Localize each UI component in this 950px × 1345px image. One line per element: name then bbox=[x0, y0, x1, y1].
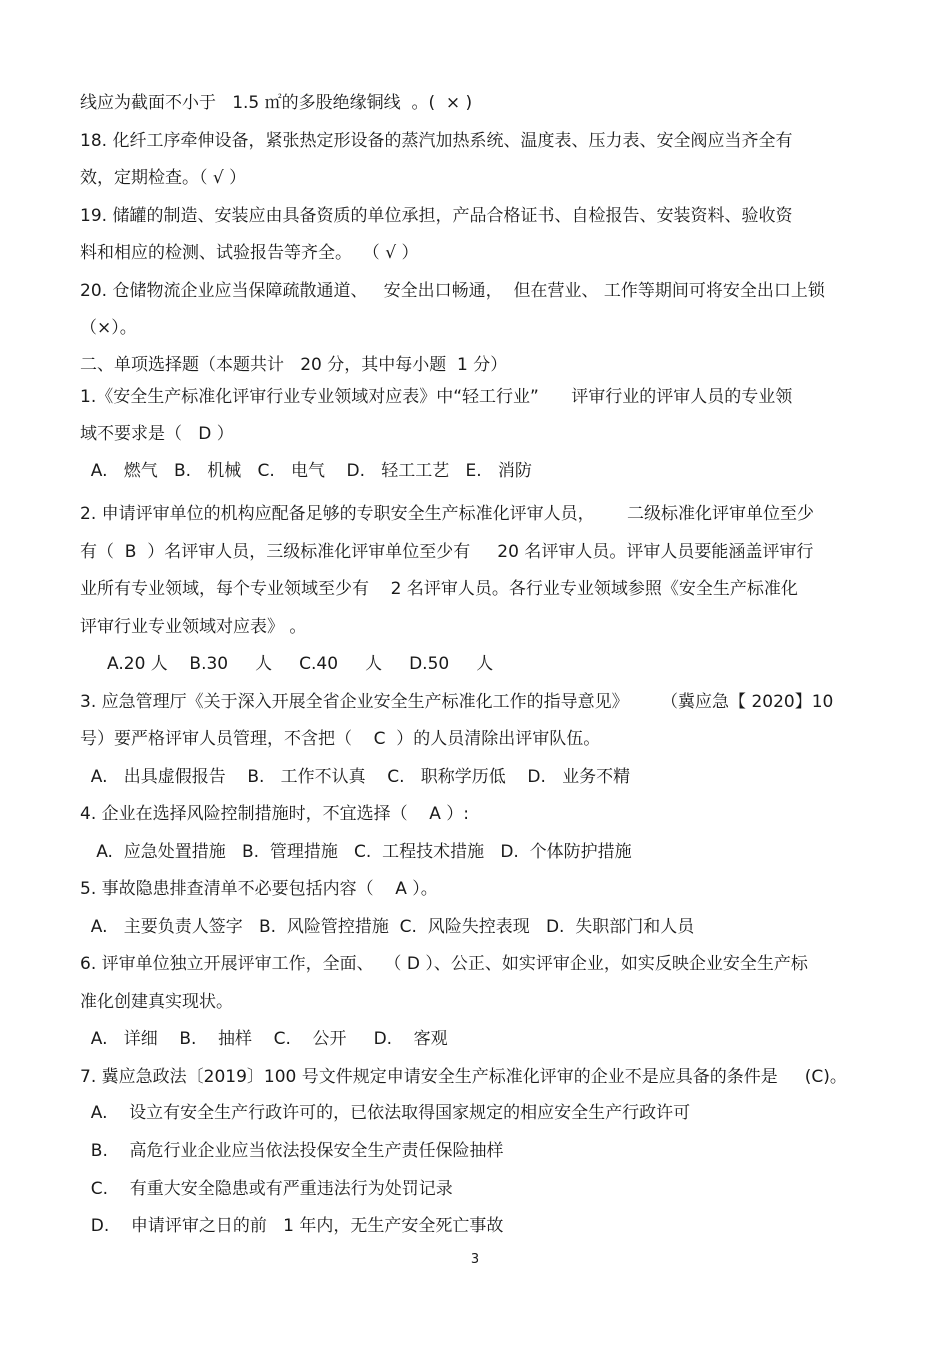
text-line: 19. 储罐的制造、安装应由具备资质的单位承担，产品合格证书、自检报告、安装资料、验收资 bbox=[80, 206, 793, 226]
options-line: B. 高危行业企业应当依法投保安全生产责任保险抽样 bbox=[80, 1141, 504, 1161]
options-line: A. 应急处置措施 B. 管理措施 C. 工程技术措施 D. 个体防护措施 bbox=[80, 842, 632, 862]
text-line: （×）。 bbox=[80, 318, 137, 338]
text-line: 4. 企业在选择风险控制措施时，不宜选择（ A ）: bbox=[80, 804, 469, 824]
options-line: D. 申请评审之日的前 1 年内，无生产安全死亡事故 bbox=[80, 1216, 504, 1236]
page-number: 3 bbox=[470, 1252, 480, 1267]
text-line: 域不要求是（ D ） bbox=[80, 424, 234, 444]
text-line: 业所有专业领域，每个专业领域至少有 2 名评审人员。各行业专业领域参照《安全生产标准化 bbox=[80, 579, 798, 599]
text-line: 有（ B ）名评审人员，三级标准化评审单位至少有 20 名评审人员。评审人员要能涵盖评审行 bbox=[80, 542, 814, 562]
text-line: 效，定期检查。（ √ ） bbox=[80, 168, 247, 188]
options-line: A. 详细 B. 抽样 C. 公开 D. 客观 bbox=[80, 1029, 448, 1049]
text-line: 7. 冀应急政法〔2019〕100 号文件规定申请安全生产标准化评审的企业不是应具备的条件是 (C)。 bbox=[80, 1067, 847, 1087]
options-line: A. 出具虚假报告 B. 工作不认真 C. 职称学历低 D. 业务不精 bbox=[80, 767, 631, 787]
text-line: 2. 申请评审单位的机构应配备足够的专职安全生产标准化评审人员， 二级标准化评审单位至少 bbox=[80, 504, 815, 524]
text-line: 5. 事故隐患排查清单不必要包括内容（ A ）。 bbox=[80, 879, 438, 899]
text-line: 准化创建真实现状。 bbox=[80, 992, 233, 1012]
text-line: 号）要严格评审人员管理，不含把（ C ）的人员清除出评审队伍。 bbox=[80, 729, 601, 749]
text-line: 料和相应的检测、试验报告等齐全。 （ √ ） bbox=[80, 243, 419, 263]
section-heading: 二、单项选择题（本题共计 20 分，其中每小题 1 分） bbox=[80, 355, 508, 375]
text-line: 20. 仓储物流企业应当保障疏散通道、 安全出口畅通， 但在营业、 工作等期间可将安全出口上锁 bbox=[80, 281, 825, 301]
text-line: 评审行业专业领域对应表》 。 bbox=[80, 617, 307, 637]
options-line: A. 燃气 B. 机械 C. 电气 D. 轻工工艺 E. 消防 bbox=[80, 461, 532, 481]
text-line: 3. 应急管理厅《关于深入开展全省企业安全生产标准化工作的指导意见》 （冀应急【 2020】10 bbox=[80, 692, 834, 712]
text-line: 线应为截面不小于 1.5 ㎡的多股绝缘铜线 。( × ) bbox=[80, 93, 473, 113]
options-line: A. 设立有安全生产行政许可的，已依法取得国家规定的相应安全生产行政许可 bbox=[80, 1103, 691, 1123]
options-line: A. 主要负责人签字 B. 风险管控措施 C. 风险失控表现 D. 失职部门和人员 bbox=[80, 917, 695, 937]
options-line: A.20 人 B.30 人 C.40 人 D.50 人 bbox=[80, 654, 494, 674]
text-line: 6. 评审单位独立开展评审工作，全面、 （ D ）、公正、如实评审企业，如实反映企业安全生产标 bbox=[80, 954, 808, 974]
text-line: 18. 化纤工序牵伸设备，紧张热定形设备的蒸汽加热系统、温度表、压力表、安全阀应当齐全有 bbox=[80, 131, 793, 151]
text-line: 1.《安全生产标准化评审行业专业领域对应表》中“轻工行业” 评审行业的评审人员的专业领 bbox=[80, 387, 793, 407]
options-line: C. 有重大安全隐患或有严重违法行为处罚记录 bbox=[80, 1179, 453, 1199]
